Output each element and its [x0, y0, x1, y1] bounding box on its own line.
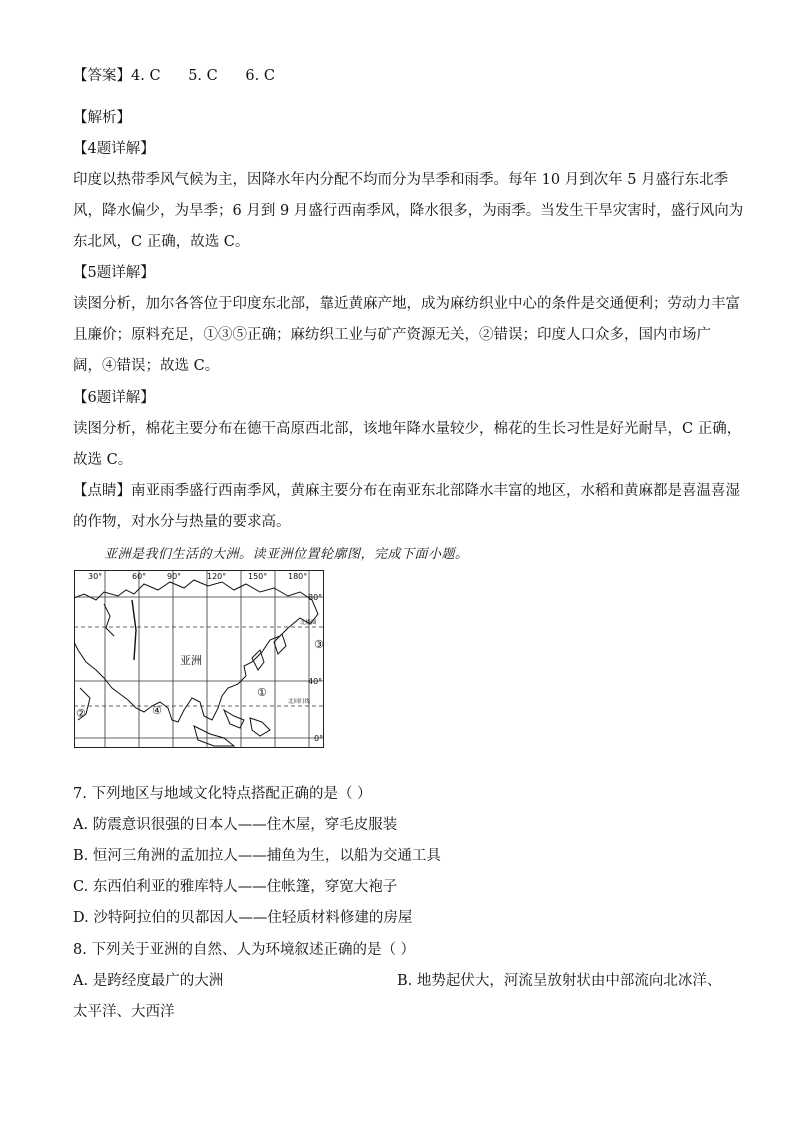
- q5-line: 且廉价；原料充足，①③⑤正确；麻纺织工业与矿产资源无关，②错误；印度人口众多，国内市场广: [73, 327, 711, 343]
- q6-heading: 【6题详解】: [73, 390, 155, 406]
- q8-option-b: B. 地势起伏大，河流呈放射状由中部流向北冰洋、: [397, 973, 722, 989]
- q5-line: 读图分析，加尔各答位于印度东北部，靠近黄麻产地，成为麻纺织业中心的条件是交通便利；劳动力丰富: [73, 296, 740, 312]
- q8-option-a: A. 是跨经度最广的大洲: [73, 973, 224, 989]
- map-svg: [74, 570, 324, 748]
- q4-line: 东北风，C 正确，故选 C。: [73, 234, 250, 250]
- continent-label: 亚洲: [180, 654, 202, 667]
- q8-option-b-continued: 太平洋、大西洋: [73, 1004, 175, 1020]
- marker-3: ③: [314, 638, 324, 651]
- lat-label: 0°: [314, 734, 324, 743]
- q5-heading: 【5题详解】: [73, 265, 155, 281]
- q4-heading: 【4题详解】: [73, 141, 155, 157]
- q7-stem: 7. 下列地区与地域文化特点搭配正确的是（ ）: [73, 786, 372, 802]
- lon-label: 150°: [248, 572, 268, 581]
- q6-line: 读图分析，棉花主要分布在德干高原西北部，该地年降水量较少，棉花的生长习性是好光耐旱，C 正确，: [73, 421, 742, 437]
- arctic-circle-label: 北极圈: [300, 620, 317, 626]
- answer-value: 4. C 5. C 6. C: [131, 68, 275, 84]
- q7-option-b: B. 恒河三角洲的孟加拉人——捕鱼为生，以船为交通工具: [73, 848, 441, 864]
- map-intro: 亚洲是我们生活的大洲。读亚洲位置轮廓图，完成下面小题。: [104, 547, 469, 562]
- q4-line: 风，降水偏少，为旱季；6 月到 9 月盛行西南季风，降水很多，为雨季。当发生干旱灾害时，盛行风向为: [73, 203, 744, 219]
- lon-label: 90°: [167, 572, 182, 581]
- answer-label: 【答案】: [73, 68, 131, 84]
- highlight-line: 的作物，对水分与热量的要求高。: [73, 514, 291, 530]
- highlight-line: 【点睛】南亚雨季盛行西南季风，黄麻主要分布在南亚东北部降水丰富的地区，水稻和黄麻都是喜温喜湿: [73, 483, 740, 499]
- lon-label: 180°: [288, 572, 308, 581]
- q7-option-c: C. 东西伯利亚的雅库特人——住帐篷，穿宽大袍子: [73, 879, 398, 895]
- lon-label: 60°: [132, 572, 147, 581]
- marker-4: ④: [152, 704, 162, 717]
- lon-label: 120°: [207, 572, 227, 581]
- lat-label: 80°: [308, 593, 323, 602]
- q5-line: 阔，④错误；故选 C。: [73, 358, 220, 374]
- q4-line: 印度以热带季风气候为主，因降水年内分配不均而分为旱季和雨季。每年 10 月到次年 5 月盛行东北季: [73, 172, 729, 188]
- marker-2: ②: [76, 707, 86, 720]
- lat-label: 40°: [308, 677, 323, 686]
- q7-option-d: D. 沙特阿拉伯的贝都因人——住轻质材料修建的房屋: [73, 910, 413, 926]
- analysis-label: 【解析】: [73, 110, 131, 126]
- tropic-label: 北回归线: [288, 699, 311, 705]
- asia-location-map: [74, 570, 324, 748]
- lon-label: 30°: [88, 572, 103, 581]
- marker-1: ①: [257, 686, 267, 699]
- q7-option-a: A. 防震意识很强的日本人——住木屋，穿毛皮服装: [73, 817, 398, 833]
- q6-line: 故选 C。: [73, 452, 133, 468]
- q8-stem: 8. 下列关于亚洲的自然、人为环境叙述正确的是（ ）: [73, 942, 416, 958]
- answer-line: [73, 66, 275, 86]
